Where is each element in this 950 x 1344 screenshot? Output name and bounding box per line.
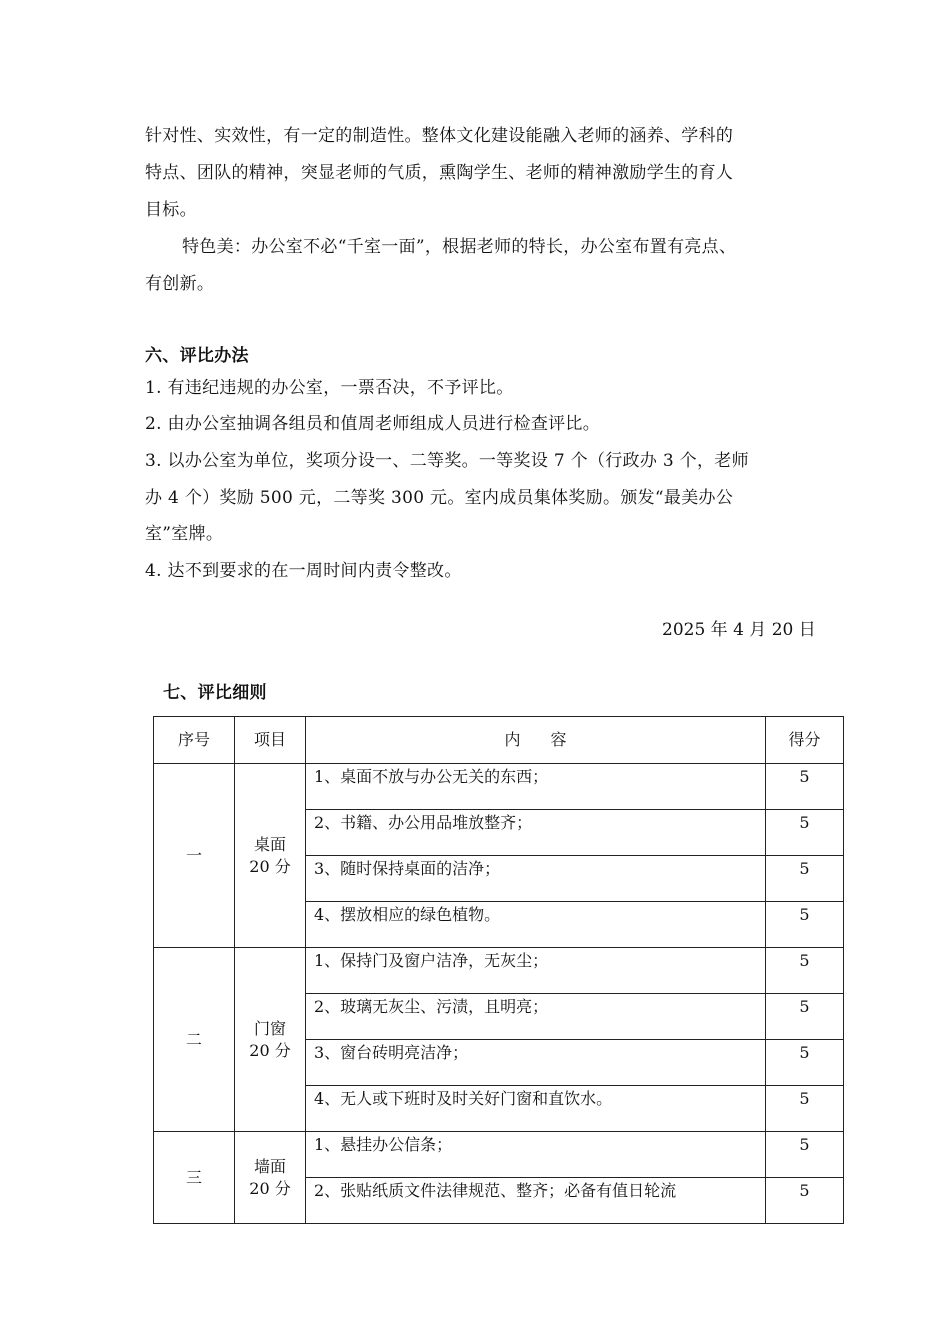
criterion: 1、保持门及窗户洁净，无灰尘； — [306, 948, 766, 994]
criterion: 4、摆放相应的绿色植物。 — [306, 902, 766, 948]
table-row — [154, 764, 844, 810]
list-item: 办 4 个）奖励 500 元，二等奖 300 元。室内成员集体奖励。颁发“最美办公 — [145, 488, 734, 508]
criterion-score: 5 — [766, 902, 844, 948]
criterion: 1、桌面不放与办公无关的东西； — [306, 764, 766, 810]
list-item: 3. 以办公室为单位，奖项分设一、二等奖。一等奖设 7 个（行政办 3 个，老师 — [145, 451, 749, 471]
header-item: 项目 — [235, 717, 306, 764]
header-num: 序号 — [154, 717, 235, 764]
group-item — [235, 1132, 306, 1224]
paragraph-line: 特点、团队的精神，突显老师的气质，熏陶学生、老师的精神激励学生的育人 — [145, 163, 734, 183]
paragraph-line: 目标。 — [145, 200, 197, 220]
group-item-points: 20 分 — [249, 1040, 291, 1060]
criterion: 2、张贴纸质文件法律规范、整齐；必备有值日轮流 — [306, 1178, 766, 1224]
criterion-score: 5 — [766, 810, 844, 856]
criterion-score: 5 — [766, 856, 844, 902]
rules-table — [153, 716, 844, 1224]
criterion: 3、窗台砖明亮洁净； — [306, 1040, 766, 1086]
criterion-score: 5 — [766, 1040, 844, 1086]
group-item-name: 墙面 — [253, 1156, 286, 1176]
criterion-score: 5 — [766, 1132, 844, 1178]
paragraph-line: 针对性、实效性，有一定的制造性。整体文化建设能融入老师的涵养、学科的 — [145, 126, 734, 146]
criterion-score: 5 — [766, 994, 844, 1040]
criterion-score: 5 — [766, 764, 844, 810]
table-row — [154, 1132, 844, 1178]
section-heading: 七、评比细则 — [163, 683, 267, 703]
table-row — [154, 948, 844, 994]
criterion: 4、无人或下班时及时关好门窗和直饮水。 — [306, 1086, 766, 1132]
list-item: 室”室牌。 — [145, 524, 224, 544]
criterion-score: 5 — [766, 1086, 844, 1132]
group-item-points: 20 分 — [249, 856, 291, 876]
group-number: 二 — [154, 948, 235, 1132]
criterion: 3、随时保持桌面的洁净； — [306, 856, 766, 902]
group-item — [235, 764, 306, 948]
group-item — [235, 948, 306, 1132]
group-number: 三 — [154, 1132, 235, 1224]
table-header-row — [154, 717, 844, 764]
criterion: 1、悬挂办公信条； — [306, 1132, 766, 1178]
header-content-label: 内容 — [504, 730, 597, 749]
list-item: 4. 达不到要求的在一周时间内责令整改。 — [145, 561, 462, 581]
header-content — [306, 717, 766, 764]
section-heading: 六、评比办法 — [145, 346, 249, 366]
document-date: 2025 年 4 月 20 日 — [662, 620, 816, 640]
criterion: 2、玻璃无灰尘、污渍，且明亮； — [306, 994, 766, 1040]
list-item: 1. 有违纪违规的办公室，一票否决，不予评比。 — [145, 378, 514, 398]
criterion-score: 5 — [766, 1178, 844, 1224]
group-item-name: 桌面 — [253, 834, 286, 854]
group-item-name: 门窗 — [253, 1018, 286, 1038]
list-item: 2. 由办公室抽调各组员和值周老师组成人员进行检查评比。 — [145, 414, 601, 434]
paragraph-line: 有创新。 — [145, 274, 215, 294]
criterion: 2、书籍、办公用品堆放整齐； — [306, 810, 766, 856]
header-score: 得分 — [766, 717, 844, 764]
group-number: 一 — [154, 764, 235, 948]
group-item-points: 20 分 — [249, 1178, 291, 1198]
criterion-score: 5 — [766, 948, 844, 994]
paragraph-line: 特色美：办公室不必“千室一面”，根据老师的特长，办公室布置有亮点、 — [182, 237, 737, 257]
